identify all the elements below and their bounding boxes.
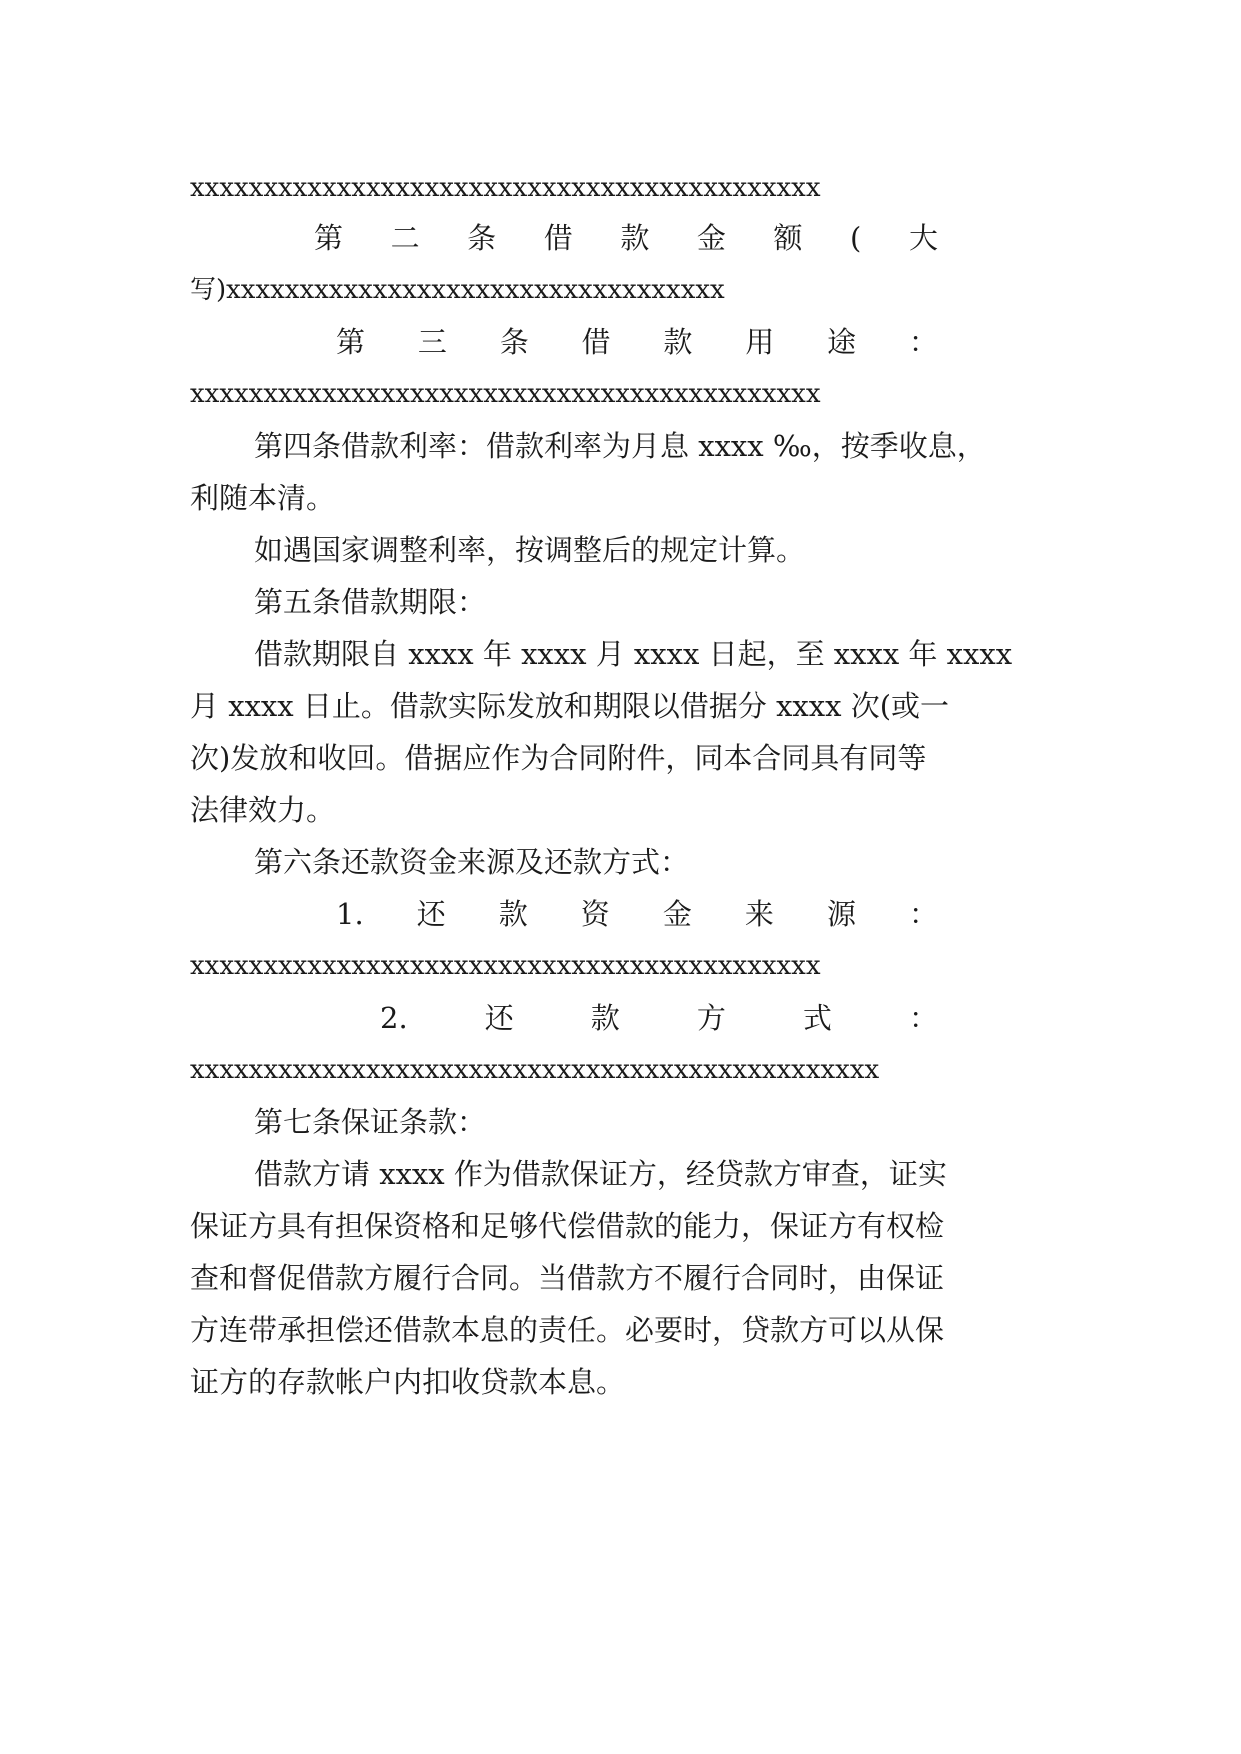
article-4-text: 第四条借款利率：借款利率为月息 xxxx ‰，按季收息， — [254, 429, 986, 463]
char: 额 — [773, 221, 803, 255]
char: 用 — [745, 325, 775, 359]
char: 1. — [336, 897, 364, 931]
text-line: xxxxxxxxxxxxxxxxxxxxxxxxxxxxxxxxxxxxxxxxxxx — [190, 951, 821, 981]
char: 二 — [390, 221, 420, 255]
text-line: xxxxxxxxxxxxxxxxxxxxxxxxxxxxxxxxxxxxxxxxxxxxxxx — [190, 1055, 880, 1085]
char: 款 — [663, 325, 693, 359]
char: ： — [908, 897, 938, 931]
article-2-heading — [314, 218, 938, 258]
text-line: 借款期限自 xxxx 年 xxxx 月 xxxx 日起，至 xxxx 年 xxxx — [254, 637, 1013, 671]
char: 来 — [744, 897, 774, 931]
char: 金 — [662, 897, 692, 931]
char: ： — [908, 1001, 938, 1035]
char: 条 — [467, 221, 497, 255]
char: 条 — [499, 325, 529, 359]
text-line: 借款方请 xxxx 作为借款保证方，经贷款方审查，证实 — [254, 1157, 947, 1191]
article-7-heading: 第七条保证条款： — [254, 1105, 487, 1139]
text-line: 证方的存款帐户内扣收贷款本息。 — [190, 1365, 626, 1399]
char: 款 — [498, 897, 528, 931]
text-line: 次)发放和收回。借据应作为合同附件，同本合同具有同等 — [190, 741, 927, 775]
char: 还 — [484, 1001, 514, 1035]
char: 第 — [336, 325, 366, 359]
char: 借 — [581, 325, 611, 359]
text-line: 月 xxxx 日止。借款实际发放和期限以借据分 xxxx 次(或一 — [190, 689, 950, 723]
char: 源 — [826, 897, 856, 931]
repayment-method-heading — [380, 998, 938, 1038]
char: 款 — [590, 1001, 620, 1035]
char: ： — [908, 325, 938, 359]
char: 式 — [802, 1001, 832, 1035]
article-6-heading: 第六条还款资金来源及还款方式： — [254, 845, 690, 879]
char: 2. — [380, 1001, 408, 1035]
text-line: xxxxxxxxxxxxxxxxxxxxxxxxxxxxxxxxxxxxxxxxxxx — [190, 173, 821, 203]
text-line: 方连带承担偿还借款本息的责任。必要时，贷款方可以从保 — [190, 1313, 945, 1347]
char: 方 — [696, 1001, 726, 1035]
text-line: 法律效力。 — [190, 793, 336, 827]
char: 金 — [696, 221, 726, 255]
char: 借 — [543, 221, 573, 255]
text-line: xxxxxxxxxxxxxxxxxxxxxxxxxxxxxxxxxxxxxxxxxxx — [190, 379, 821, 409]
text-line: 如遇国家调整利率，按调整后的规定计算。 — [254, 533, 806, 567]
char: 资 — [580, 897, 610, 931]
article-5-heading: 第五条借款期限： — [254, 585, 487, 619]
text-line: 利随本清。 — [190, 481, 336, 515]
char: 款 — [620, 221, 650, 255]
text-line: 查和督促借款方履行合同。当借款方不履行合同时，由保证 — [190, 1261, 945, 1295]
char: 大 — [908, 221, 938, 255]
text-line: 写)xxxxxxxxxxxxxxxxxxxxxxxxxxxxxxxxxx — [190, 275, 725, 305]
char: 三 — [417, 325, 447, 359]
repayment-source-heading — [336, 894, 938, 934]
char: 途 — [827, 325, 857, 359]
char: 第 — [314, 221, 344, 255]
article-3-heading — [336, 322, 938, 362]
text-line: 保证方具有担保资格和足够代偿借款的能力，保证方有权检 — [190, 1209, 945, 1243]
char: ( — [850, 221, 862, 255]
char: 还 — [416, 897, 446, 931]
